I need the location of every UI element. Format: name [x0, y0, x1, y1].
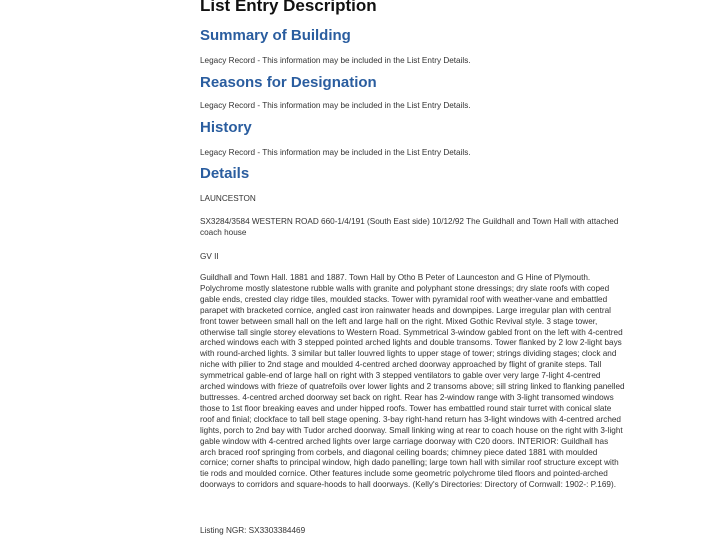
details-body-line: arch braced roof springing from corbels, and diagonal ceiling boards; chimney piece dated 1881 with moulded	[200, 447, 598, 457]
details-body-line: arched windows each with 3 stepped pointed arched lights and double transoms. Tower flanked by 2 low 2-light bays	[200, 338, 622, 348]
reasons-heading: Reasons for Designation	[200, 74, 377, 91]
history-heading: History	[200, 119, 252, 136]
details-body	[200, 273, 625, 491]
details-body-line: arched windows with frieze of quatrefoils over lower lights and 2 transoms above; sill string linked to flanking panelled	[200, 382, 625, 392]
details-body-line: tie rods and moulded cornice. Other features include some geometric polychrome tiled floors and pointed-arched	[200, 469, 608, 479]
listing-ngr: Listing NGR: SX3303384469	[200, 526, 306, 535]
details-body-line: doorways to corridors and square-hoods to hall doorways. (Kelly's Directories: Directory of Cornwall: 1902-: P.169).	[200, 480, 616, 490]
details-body-line: otherwise tall single storey elevations to Western Road. Symmetrical 3-window gabled front on the left with 4-centred	[200, 327, 623, 337]
details-record-line-1: SX3284/3584 WESTERN ROAD 660-1/4/191 (South East side) 10/12/92 The Guildhall and Town Hall with attached	[200, 217, 619, 226]
details-body-line: buttresses. 4-centred arched doorway set back on right. Rear has 2-window range with 3-light transomed windows	[200, 392, 614, 402]
history-text: Legacy Record - This information may be included in the List Entry Details.	[200, 148, 471, 157]
details-body-line: parapet with bracketed cornice, angled cast iron rainwater heads and downpipes. Large irregular plan with central	[200, 305, 611, 315]
details-body-line: those to 1st floor breaking eaves and under hipped roofs. Tower has embattled round stair turret with conical slate	[200, 403, 612, 413]
details-body-line: gable ends, crested clay ridge tiles, moulded stacks. Tower with pyramidal roof with weather-vane and embattled	[200, 294, 608, 304]
details-body-line: Polychrome mostly slatestone rubble walls with granite and polyphant stone dressings; dry slate roofs with coped	[200, 283, 610, 293]
page-title: List Entry Description	[200, 0, 377, 15]
reasons-text: Legacy Record - This information may be included in the List Entry Details.	[200, 101, 471, 110]
details-body-line: gable window with 4-centred arched lights over large carriage doorway with C20 doors. INTERIOR: Guildhall has	[200, 436, 609, 446]
details-place: LAUNCESTON	[200, 194, 256, 203]
details-body-line: Guildhall and Town Hall. 1881 and 1887. Town Hall by Otho B Peter of Launceston and G Hine of Plymouth.	[200, 273, 591, 282]
details-body-line: symmetrical gable-end of large hall on right with 3 stepped ventilators to gable over very large 7-light 4-centred	[200, 371, 601, 381]
details-body-line: lights, porch to 2nd bay with Tudor arched doorway. Small linking wing at rear to coach house on the right with 3-light	[200, 425, 623, 435]
details-body-line: cornice; corner shafts to principal window, high dado panelling; large town hall with similar roof structure except with	[200, 458, 619, 468]
details-body-line: with round-arched lights. 3 similar but taller louvred lights to upper stage of tower; strings dividing stages; clock and	[200, 349, 617, 359]
details-grade: GV II	[200, 252, 219, 261]
details-record-line-2: coach house	[200, 228, 247, 237]
summary-text: Legacy Record - This information may be included in the List Entry Details.	[200, 56, 471, 65]
details-heading: Details	[200, 165, 250, 182]
details-body-line: front tower between small hall on the left and large hall on the right. Mixed Gothic Revival style. 3 stage tower,	[200, 316, 598, 326]
details-body-line: roof and finial; clockface to tall bell stage opening. 3-bay right-hand return has 3-light windows with 4-centred arched	[200, 414, 621, 424]
details-body-line: niche with pilier to 2nd stage and moulded 4-centred arched doorway approached by flight of granite steps. Tall	[200, 360, 602, 370]
summary-heading: Summary of Building	[200, 27, 351, 44]
